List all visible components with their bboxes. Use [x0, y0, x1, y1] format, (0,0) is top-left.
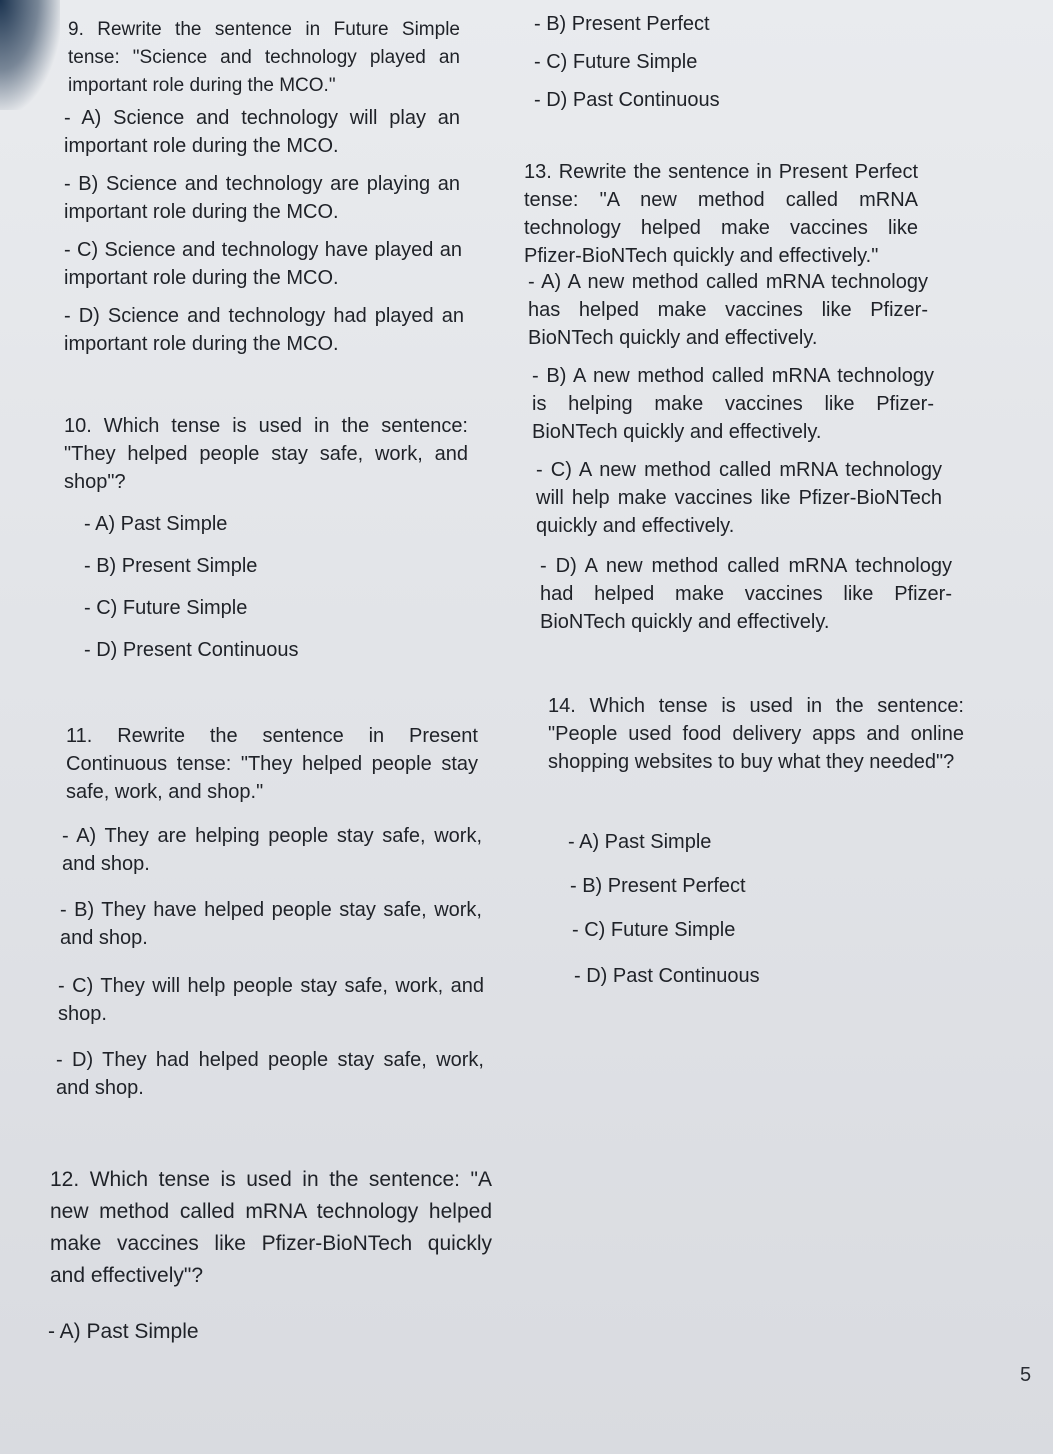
page-number: 5 — [1020, 1364, 1032, 1386]
question-14-stem: 14. Which tense is used in the sentence: "People used food delivery apps and online shopping websites to buy what they needed"? — [548, 695, 964, 773]
question-9-option-c: - C) Science and technology have played an important role during the MCO. — [64, 239, 462, 289]
question-12-stem: 12. Which tense is used in the sentence: "A new method called mRNA technology helped make vaccines like Pfizer-BioNTech quickly and effectively"? — [50, 1168, 492, 1287]
question-11-option-a: - A) They are helping people stay safe, work, and shop. — [62, 825, 482, 875]
question-11-stem: 11. Rewrite the sentence in Present Continuous tense: "They helped people stay safe, work, and shop." — [66, 725, 478, 803]
question-10-option-b: - B) Present Simple — [84, 555, 258, 577]
question-9-stem: 9. Rewrite the sentence in Future Simple tense: "Science and technology played an important role during the MCO." — [68, 19, 460, 96]
question-9-option-a: - A) Science and technology will play an important role during the MCO. — [64, 107, 460, 157]
question-13-option-b: - B) A new method called mRNA technology is helping make vaccines like Pfizer-BioNTech quickly and effectively. — [532, 365, 934, 443]
question-13-option-c: - C) A new method called mRNA technology will help make vaccines like Pfizer-BioNTech quickly and effectively. — [536, 459, 942, 537]
question-9-option-d: - D) Science and technology had played an important role during the MCO. — [64, 305, 464, 355]
question-14-option-d: - D) Past Continuous — [574, 965, 760, 987]
question-13-stem: 13. Rewrite the sentence in Present Perfect tense: "A new method called mRNA technology helped make vaccines like Pfizer-BioNTech quickly and effectively." — [524, 161, 918, 267]
question-11-option-d: - D) They had helped people stay safe, work, and shop. — [56, 1049, 484, 1099]
question-13-option-d: - D) A new method called mRNA technology had helped make vaccines like Pfizer-BioNTech quickly and effectively. — [540, 555, 952, 633]
question-14-option-c: - C) Future Simple — [572, 919, 736, 941]
question-10-option-c: - C) Future Simple — [84, 597, 248, 619]
question-12-option-a: - A) Past Simple — [48, 1320, 199, 1343]
question-9-option-b: - B) Science and technology are playing an important role during the MCO. — [64, 173, 460, 223]
question-9-option-d-cont: - D) Past Continuous — [534, 89, 720, 111]
question-14-option-a: - A) Past Simple — [568, 831, 712, 853]
question-13-option-a: - A) A new method called mRNA technology has helped make vaccines like Pfizer-BioNTech quickly and effectively. — [528, 271, 928, 349]
question-10-stem: 10. Which tense is used in the sentence: "They helped people stay safe, work, and shop"? — [64, 415, 468, 493]
question-11-option-c: - C) They will help people stay safe, work, and shop. — [58, 975, 484, 1025]
question-11-option-b: - B) They have helped people stay safe, work, and shop. — [60, 899, 482, 949]
page-corner-shadow — [0, 0, 60, 110]
question-14-option-b: - B) Present Perfect — [570, 875, 746, 897]
question-9-option-b-cont: - B) Present Perfect — [534, 13, 710, 35]
question-9-option-c-cont: - C) Future Simple — [534, 51, 698, 73]
question-10-option-d: - D) Present Continuous — [84, 639, 299, 661]
question-10-option-a: - A) Past Simple — [84, 513, 228, 535]
